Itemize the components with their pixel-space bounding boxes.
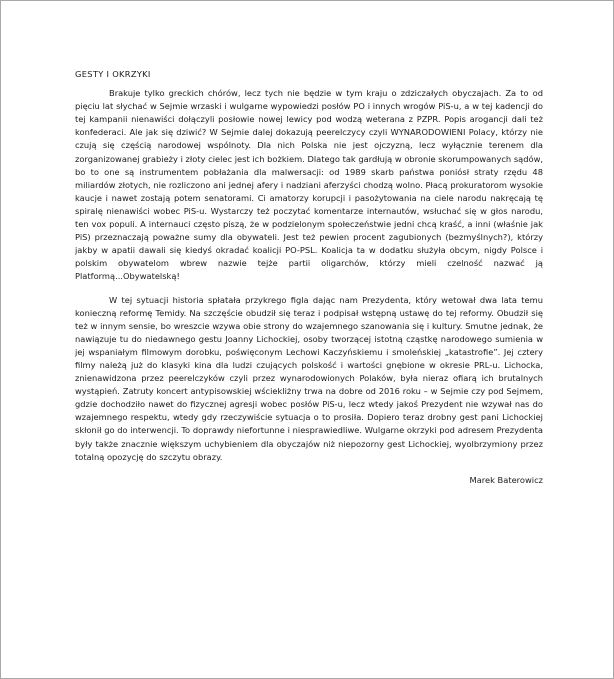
document-title: GESTY I OKRZYKI: [75, 69, 151, 79]
author-signature: Marek Baterowicz: [469, 474, 543, 485]
document-content: [75, 68, 543, 487]
paragraph-2: W tej sytuacji historia spłatała przykrego figla dając nam Prezydenta, który wetował dwa lata temu konieczną reformę Temidy. Na szczęście obudził się teraz i podpisał wstępną ustawę do tej reformy. Obudził się też w innym sensie, bo wreszcie wzywa obie strony do wzajemnego szanowania się i kultury. Smutne jednak, że nawiązuje tu do niedawnego gestu Joanny Lichockiej, osoby tworzącej istotną cząstkę narodowego sumienia w jej wspaniałym filmowym dorobku, poświęconym Lechowi Kaczyńskiemu i smoleńskiej „katastrofie”. Jej cztery filmy należą już do klasyki kina dla ludzi czujących polskość i wartości gnębione w okresie PRL-u. Lichocka, znienawidzona przez peerelczyków czyli przez wynarodowionych Polaków, była nieraz ofiarą ich brutalnych wystąpień. Zatruty koncert antypisowskiej wściekliżny trwa na dobre od 2016 roku – w Sejmie czy pod Sejmem, gdzie dochodziło nawet do fizycznej agresji wobec posłów PiS-u, lecz wtedy jakoś Prezydent nie wzywał nas do wzajemnego respektu, wtedy gdy rzeczywiście sytuacja o to prosiła. Dopiero teraz drobny gest pani Lichockiej skłonił go do interwencji. To doprawdy niefortunne i niesprawiedliwe. Wulgarne okrzyki pod adresem Prezydenta były także znacznie większym uchybieniem dla obyczajów niż niepozorny gest Lichockiej, wyolbrzymiony przez totalną opozycję do szczytu obrazy.: [75, 294, 543, 462]
paragraph-1: Brakuje tylko greckich chórów, lecz tych nie będzie w tym kraju o zdziczałych obyczajach. Za to od pięciu lat słychać w Sejmie wrzaski i wulgarne wypowiedzi posłów PO i innych wrogów PiS-u, a w tej kadencji do tej kampanii nienawiści dołączyli posłowie nowej lewicy pod wodzą weterana z PZPR. Popis arogancji dali też konfederaci. Ale jak się dziwić? W Sejmie dalej dokazują peerelczycy czyli WYNARODOWIENI Polacy, którzy nie czują się częścią narodowej wspólnoty. Dla nich Polska nie jest ojczyzną, lecz wyłącznie terenem dla zorganizowanej grabieży i złoty cielec jest ich bożkiem. Dlatego tak gardłują w obronie skorumpowanych sądów, bo to one są instrumentem pobłażania dla malwersacji: od 1989 skarb państwa poniósł straty rzędu 48 miliardów złotych, nie rozliczono ani jednej afery i nadziani aferzyści chodzą wolno. Płacą prokuratorom wysokie kaucje i nawet zostają potem senatorami. Ci amatorzy korupcji i pasożytowania na ciele narodu nakręcają tę spiralę nienawiści wobec PiS-u. Wystarczy też poczytać komentarze internautów, wsłuchać się w głos narodu, ten vox populi. A internauci często piszą, że w podzielonym społeczeństwie jedni chcą kraść, a inni (właśnie jak PiS) przeznaczają poważne sumy dla obywateli. Jest też pewien procent zagubionych (bezmyślnych?), którzy jakby w apatii dawali się kiedyś okradać koalicji PO-PSL. Koalicja ta w dodatku służyła obcym, nigdy Polsce i polskim obywatelom wbrew nazwie tejże partii oligarchów, którzy mieli czelność nazwać ją Platformą...Obywatelską!: [75, 88, 543, 282]
